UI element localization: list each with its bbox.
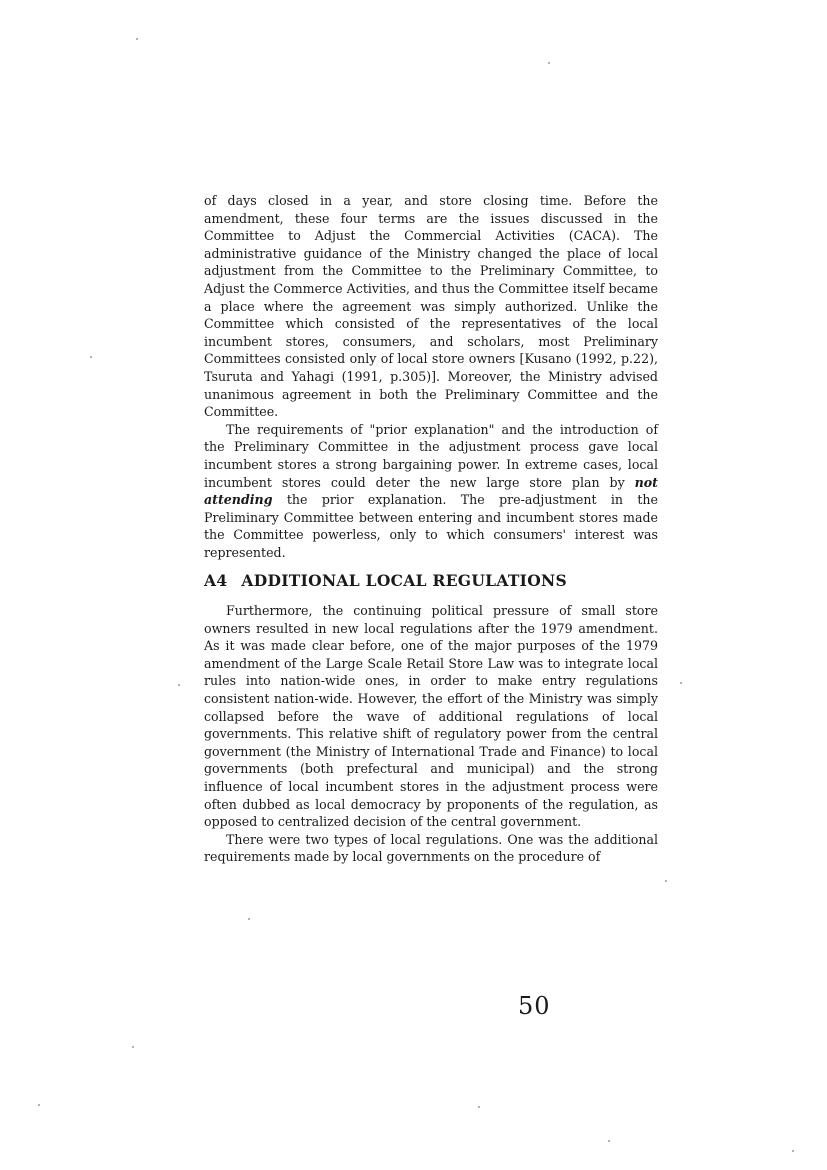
paragraph-two-types: There were two types of local regulations. One was the additional requirements made by local governments on the procedure of [204,831,658,865]
scan-speck [136,38,138,40]
scan-speck [132,1046,134,1048]
page-number: 50 [518,992,551,1020]
paragraph-continued: of days closed in a year, and store closing time. Before the amendment, these four terms are the issues discussed in the Committee to Adjust the Commercial Activities (CACA). The administrative guidance of the Ministry changed the place of local adjustment from the Committee to the Preliminary Committee, to Adjust the Commerce Activities, and thus the Committee itself became a place where the agreement was simply authorized. Unlike the Committee which consisted of the representatives of the local incumbent stores, consumers, and scholars, most Preliminary Committees consisted only of local store owners [Kusano (1992, p.22), Tsuruta and Yahagi (1991, p.305)]. Moreover, the Ministry advised unanimous agreement in both the Preliminary Committee and the Committee. [204,193,658,420]
scan-speck [38,1104,40,1106]
scan-speck [548,62,550,64]
scan-speck [478,1106,480,1108]
paragraph-local-regulations: Furthermore, the continuing political pressure of small store owners resulted in new local regulations after the 1979 amendment. As it was made clear before, one of the major purposes of the 1979 amendment of the Large Scale Retail Store Law was to integrate local rules into nation-wide ones, in order to make entry regulations consistent nation-wide. However, the effort of the Ministry was simply collapsed before the wave of additional regulations of local governments. This relative shift of regulatory power from the central government (the Ministry of International Trade and Finance) to local governments (both prefectural and municipal) and the strong influence of local incumbent stores in the adjustment process were often dubbed as local democracy by proponents of the regulation, as opposed to centralized decision of the central government. [204,603,658,830]
scan-speck [680,682,682,684]
paragraph-prior-explanation [204,421,658,562]
scan-speck [792,1150,794,1152]
scan-speck [90,356,92,358]
section-title: ADDITIONAL LOCAL REGULATIONS [241,571,567,590]
section-number: A4 [204,571,228,590]
scan-speck [665,880,667,882]
emphasis-text: not attending [204,474,658,508]
body-text-lower [204,602,658,866]
paragraph-text: the prior explanation. The pre-adjustment in the Preliminary Committee between entering and incumbent stores made the Committee powerless, only to which consumers' interest was represented. [204,492,658,560]
section-heading [204,571,658,590]
scan-speck [608,1140,610,1142]
body-text-upper [204,192,658,561]
scan-speck [248,918,250,920]
paragraph-text: The requirements of "prior explanation" and the introduction of the Preliminary Committee in the adjustment process gave local incumbent stores a strong bargaining power. In extreme cases, local incumbent stores could deter the new large store plan by [204,421,658,490]
scan-speck [178,684,180,686]
